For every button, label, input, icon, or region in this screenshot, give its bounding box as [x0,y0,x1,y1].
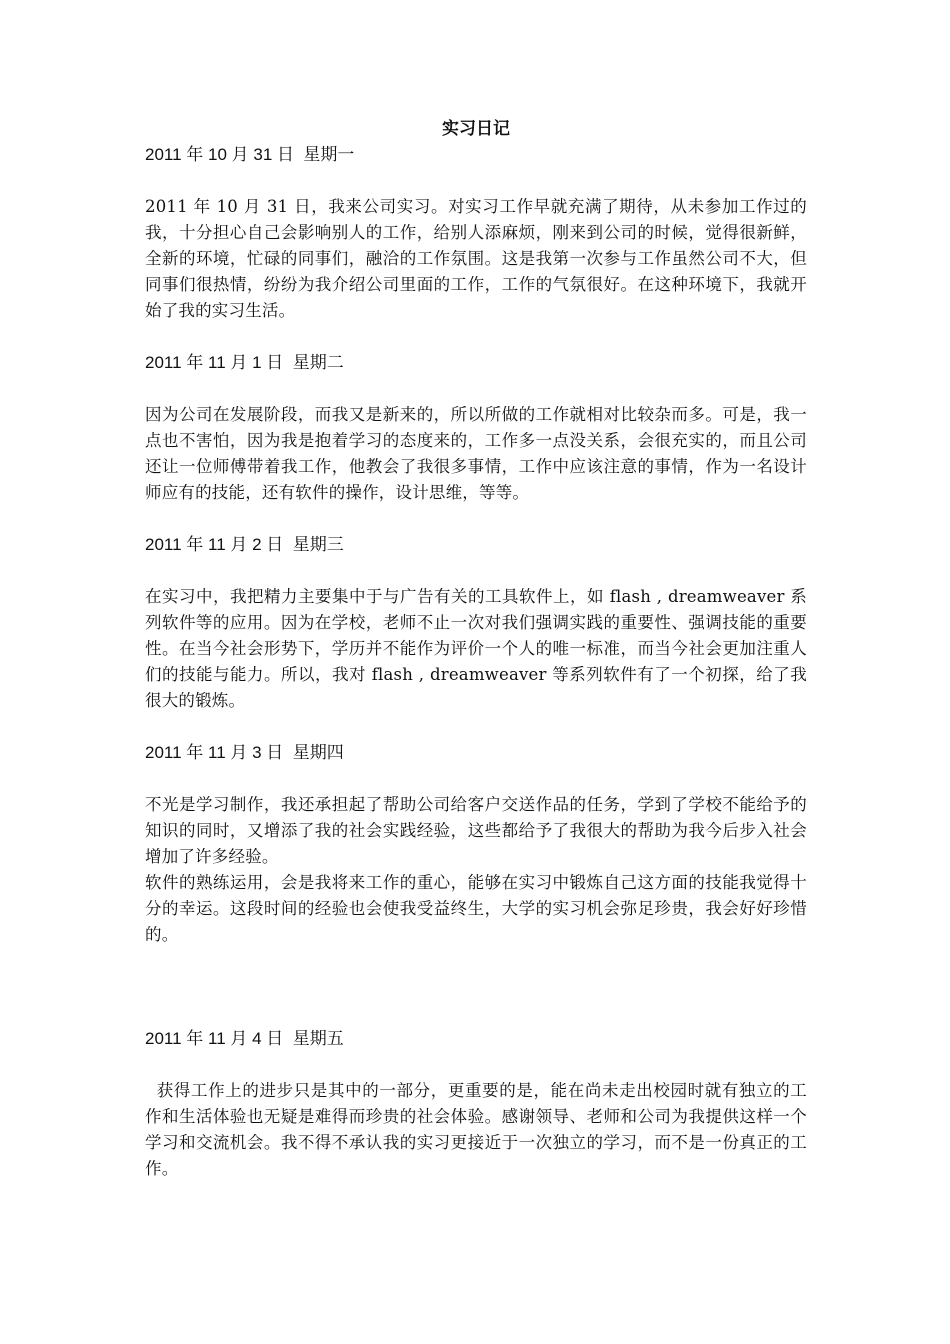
spacer [145,766,807,792]
entry-date: 2011 年 11 月 3 日 星期四 [145,743,344,762]
spacer [145,948,807,1026]
spacer [145,1052,807,1078]
entry-paragraph: 因为公司在发展阶段，而我又是新来的，所以所做的工作就相对比较杂而多。可是，我一点也不害怕，因为我是抱着学习的态度来的，工作多一点没关系，会很充实的，而且公司还让一位师傅带着我工作，他教会了我很多事情，工作中应该注意的事情，作为一名设计师应有的技能，还有软件的操作，设计思维，等等。 [145,405,807,502]
entry-paragraph: 软件的熟练运用，会是我将来工作的重心，能够在实习中锻炼自己这方面的技能我觉得十分的幸运。这段时间的经验也会使我受益终生，大学的实习机会弥足珍贵，我会好好珍惜的。 [145,873,807,944]
spacer [145,714,807,740]
document-title: 实习日记 [442,119,510,139]
spacer [145,168,807,194]
entry-date: 2011 年 11 月 1 日 星期二 [145,353,344,372]
entry-paragraph: 不光是学习制作，我还承担起了帮助公司给客户交送作品的任务，学到了学校不能给予的知识的同时，又增添了我的社会实践经验，这些都给予了我很大的帮助为我今后步入社会增加了许多经验。 [145,795,807,866]
entry-paragraph: 获得工作上的进步只是其中的一部分，更重要的是，能在尚未走出校园时就有独立的工作和生活体验也无疑是难得而珍贵的社会体验。感谢领导、老师和公司为我提供这样一个学习和交流机会。我不得不承认我的实习更接近于一次独立的学习，而不是一份真正的工作。 [145,1081,808,1178]
spacer [145,558,807,584]
spacer [145,506,807,532]
entry-date: 2011 年 10 月 31 日 星期一 [145,145,355,164]
spacer [145,376,807,402]
entry-paragraph: 在实习中，我把精力主要集中于与广告有关的工具软件上，如 flash , dreamweaver 系列软件等的应用。因为在学校，老师不止一次对我们强调实践的重要性、强调技能的重要性。在当今社会形势下，学历并不能作为评价一个人的唯一标准，而当今社会更加注重人们的技能与能力。所以，我对 flash , dreamweaver 等系列软件有了一个初探，给了我很大的锻炼。 [145,587,807,710]
document-page [145,116,807,1182]
spacer [145,324,807,350]
entry-paragraph: 2011 年 10 月 31 日，我来公司实习。对实习工作早就充满了期待，从未参加工作过的我，十分担心自己会影响别人的工作，给别人添麻烦，刚来到公司的时候，觉得很新鲜，全新的环境，忙碌的同事们，融洽的工作氛围。这是我第一次参与工作虽然公司不大，但同事们很热情，纷纷为我介绍公司里面的工作，工作的气氛很好。在这种环境下，我就开始了我的实习生活。 [145,197,807,320]
entry-date: 2011 年 11 月 4 日 星期五 [145,1029,344,1048]
entry-date: 2011 年 11 月 2 日 星期三 [145,535,344,554]
